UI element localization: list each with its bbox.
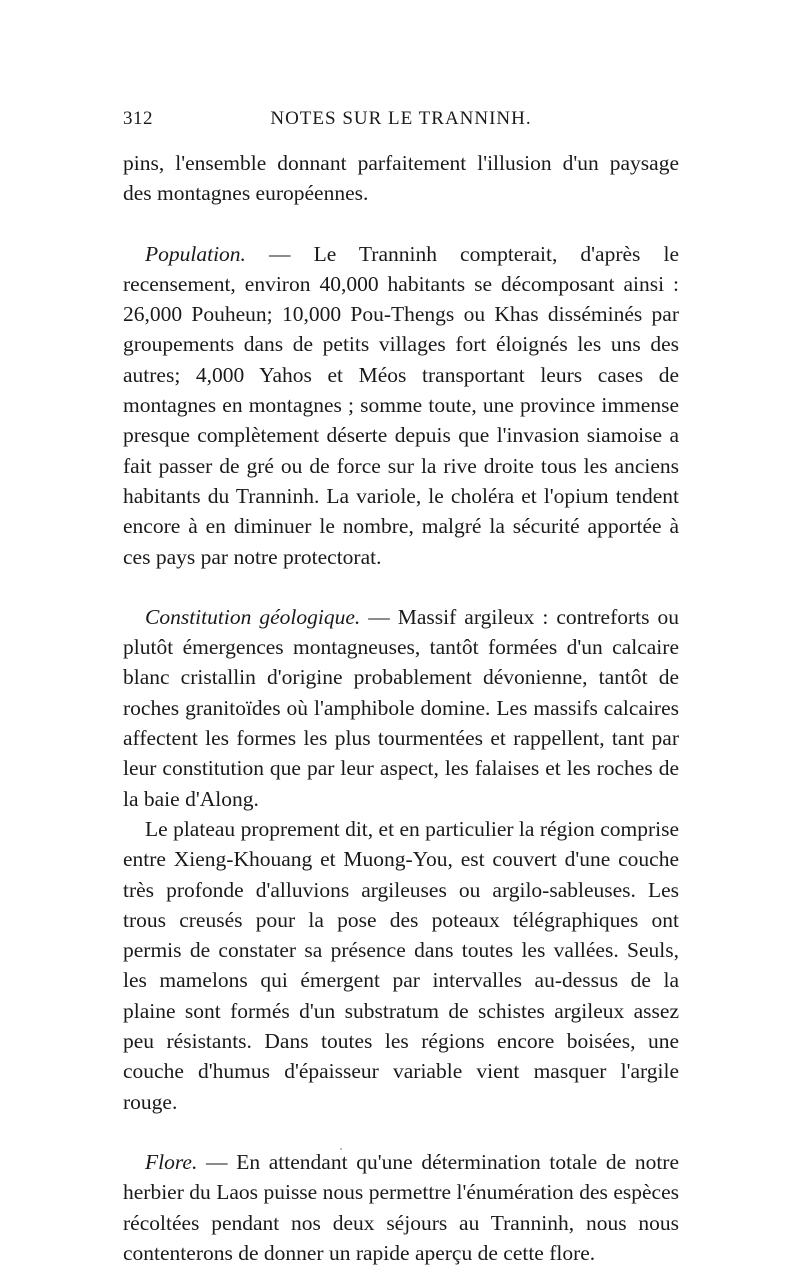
page-header	[123, 108, 679, 136]
page-number: 312	[123, 108, 153, 129]
paragraph-continuation	[123, 148, 679, 209]
paragraph-text: — En attendant qu'une détermination totale de notre herbier du Laos puisse nous permettre l'énumération des espèces récoltées pendant nos deux séjours au Tranninh, nous nous contenterons de donner un rapide aperçu de cette flore.	[123, 1149, 679, 1265]
section-title-population: Population.	[145, 241, 246, 266]
section-title-geology: Constitution géologique.	[145, 604, 361, 629]
paragraph-flora	[123, 1147, 679, 1268]
paragraph-text: Le plateau proprement dit, et en particulier la région comprise entre Xieng-Khouang et Muong-You, est couvert d'une couche très profonde d'alluvions argileuses ou argilo-sableuses. Les trous creusés pour la pose des poteaux télégraphiques ont permis de constater sa présence dans toutes les vallées. Seuls, les mamelons qui émergent par intervalles au-dessus de la plaine sont formés d'un substratum de schistes argileux assez peu résistants. Dans toutes les régions encore boisées, une couche d'humus d'épaisseur variable vient masquer l'argile rouge.	[123, 816, 679, 1114]
paragraph-geology	[123, 602, 679, 814]
paragraph-population	[123, 239, 679, 572]
paragraph-text: — Le Tranninh compterait, d'après le recensement, environ 40,000 habitants se décomposant ainsi : 26,000 Pouheun; 10,000 Pou-Thengs ou Khas disséminés par groupements dans de petits villages fort éloignés les uns des autres; 4,000 Yahos et Méos transportant leurs cases de montagnes en montagnes ; somme toute, une province immense presque complètement déserte depuis que l'invasion siamoise a fait passer de gré ou de force sur la rive droite tous les anciens habitants du Tranninh. La variole, le choléra et l'opium tendent encore à en diminuer le nombre, malgré la sécurité apportée à ces pays par notre protectorat.	[123, 241, 679, 569]
body-text	[123, 148, 679, 1268]
book-page	[123, 108, 679, 1268]
print-speck	[340, 1148, 342, 1150]
paragraph-text: pins, l'ensemble donnant parfaitement l'illusion d'un paysage des montagnes européennes.	[123, 151, 679, 206]
section-title-flora: Flore.	[145, 1149, 198, 1174]
paragraph-text: — Massif argileux : contreforts ou plutôt émergences montagneuses, tantôt formées d'un calcaire blanc cristallin d'origine probablement dévonienne, tantôt de roches granitoïdes où l'amphibole domine. Les massifs calcaires affectent les formes les plus tourmentées et rappellent, tant par leur constitution que par leur aspect, les falaises et les roches de la baie d'Along.	[123, 604, 679, 811]
paragraph-plateau	[123, 814, 679, 1117]
running-title: NOTES SUR LE TRANNINH.	[270, 108, 532, 129]
